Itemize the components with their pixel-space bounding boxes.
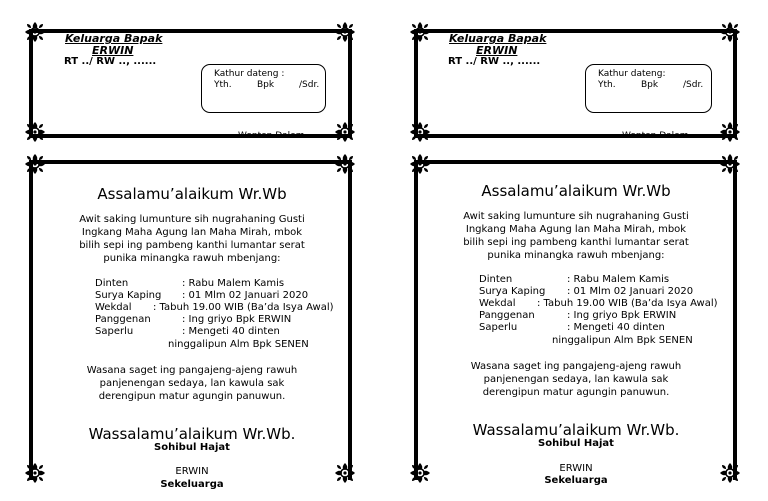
closing-line: Wasana saget ing pangajeng-ajeng rawuh: [86, 365, 298, 376]
address-box: [201, 64, 326, 113]
opening-text: [0, 213, 384, 265]
sdr-label: /Sdr.: [683, 80, 704, 90]
wonten-dalem-label: Wonten Dalem: [238, 131, 305, 141]
detail-value: : Tabuh 19.00 WIB (Ba’da Isya Awal): [153, 302, 334, 313]
host-family: Sekeluarga: [544, 475, 608, 486]
detail-value: : Rabu Malem Kamis: [182, 278, 285, 289]
salutation: Wassalamu’alaikum Wr.Wb.: [88, 425, 296, 443]
detail-label: Saperlu: [479, 322, 518, 333]
detail-value: : 01 Mlm 02 Januari 2020: [182, 290, 309, 301]
opening-line: Ingkang Maha Agung lan Maha Mirah, mbok: [81, 227, 303, 238]
detail-value: : Ing griyo Bpk ERWIN: [567, 310, 677, 321]
detail-continuation: ninggalipun Alm Bpk SENEN: [168, 339, 309, 350]
sdr-label: /Sdr.: [299, 80, 320, 90]
ornament-corner-icon: [719, 121, 741, 143]
ornament-corner-icon: [334, 21, 356, 43]
ornament-corner-icon: [409, 153, 431, 175]
rt-rw-address: RT ../ RW .., ......: [64, 56, 157, 67]
family-name: ERWIN: [92, 44, 134, 57]
family-label: Keluarga Bapak: [449, 32, 547, 45]
greeting: Assalamu’alaikum Wr.Wb: [481, 182, 671, 200]
detail-value: : 01 Mlm 02 Januari 2020: [567, 286, 694, 297]
closing-line: derengipun matur agungin panuwun.: [482, 387, 670, 398]
closing-text: [0, 364, 384, 403]
ornament-corner-icon: [24, 21, 46, 43]
card-right: [384, 0, 768, 501]
opening-line: Awit saking lumunture sih nugrahaning Gusti: [79, 214, 305, 225]
yth-label: Yth.: [598, 80, 616, 90]
ornament-corner-icon: [24, 121, 46, 143]
ornament-corner-icon: [334, 153, 356, 175]
closing-line: panjenengan sedaya, lan kawula sak: [483, 374, 669, 385]
opening-line: bilih sepi ing pambeng kanthi lumantar serat: [463, 237, 689, 248]
ornament-corner-icon: [24, 153, 46, 175]
ornament-corner-icon: [409, 121, 431, 143]
ornament-corner-icon: [719, 21, 741, 43]
detail-value: : Mengeti 40 dinten: [182, 326, 280, 337]
kathur-label: Kathur dateng :: [214, 69, 285, 79]
host-title: Sohibul Hajat: [154, 442, 230, 453]
host-name: ERWIN: [175, 466, 209, 477]
detail-value: : Rabu Malem Kamis: [567, 274, 670, 285]
closing-line: panjenengan sedaya, lan kawula sak: [99, 378, 285, 389]
salutation: Wassalamu’alaikum Wr.Wb.: [472, 421, 680, 439]
family-name: ERWIN: [476, 44, 518, 57]
opening-line: bilih sepi ing pambeng kanthi lumantar serat: [79, 240, 305, 251]
rt-rw-address: RT ../ RW .., ......: [448, 56, 541, 67]
yth-label: Yth.: [214, 80, 232, 90]
detail-label: Dinten: [95, 278, 129, 289]
host-family: Sekeluarga: [160, 479, 224, 490]
kathur-label: Kathur dateng:: [598, 69, 666, 79]
family-label: Keluarga Bapak: [65, 32, 163, 45]
detail-continuation: ninggalipun Alm Bpk SENEN: [552, 335, 693, 346]
opening-line: punika minangka rawuh mbenjang:: [487, 250, 665, 261]
detail-label: Surya Kaping: [95, 290, 162, 301]
bpk-label: Bpk: [257, 80, 275, 90]
host-name: ERWIN: [559, 463, 593, 474]
ornament-corner-icon: [409, 21, 431, 43]
opening-text: [384, 210, 768, 262]
detail-label: Panggenan: [95, 314, 151, 325]
host-title: Sohibul Hajat: [538, 438, 614, 449]
ornament-corner-icon: [334, 121, 356, 143]
detail-value: : Ing griyo Bpk ERWIN: [182, 314, 292, 325]
detail-label: Wekdal: [479, 298, 516, 309]
closing-line: Wasana saget ing pangajeng-ajeng rawuh: [470, 361, 682, 372]
bpk-label: Bpk: [641, 80, 659, 90]
detail-label: Surya Kaping: [479, 286, 546, 297]
detail-label: Saperlu: [95, 326, 134, 337]
opening-line: Ingkang Maha Agung lan Maha Mirah, mbok: [465, 224, 687, 235]
address-box: [585, 64, 712, 113]
wonten-dalem-label: Wonten Dalem: [622, 131, 689, 141]
detail-value: : Mengeti 40 dinten: [567, 322, 665, 333]
greeting: Assalamu’alaikum Wr.Wb: [97, 185, 287, 203]
detail-label: Panggenan: [479, 310, 535, 321]
closing-line: derengipun matur agungin panuwun.: [98, 391, 286, 402]
detail-label: Wekdal: [95, 302, 132, 313]
detail-value: : Tabuh 19.00 WIB (Ba’da Isya Awal): [537, 298, 718, 309]
opening-line: punika minangka rawuh mbenjang:: [103, 253, 281, 264]
opening-line: Awit saking lumunture sih nugrahaning Gusti: [463, 211, 689, 222]
ornament-corner-icon: [719, 153, 741, 175]
closing-text: [384, 360, 768, 399]
detail-label: Dinten: [479, 274, 513, 285]
